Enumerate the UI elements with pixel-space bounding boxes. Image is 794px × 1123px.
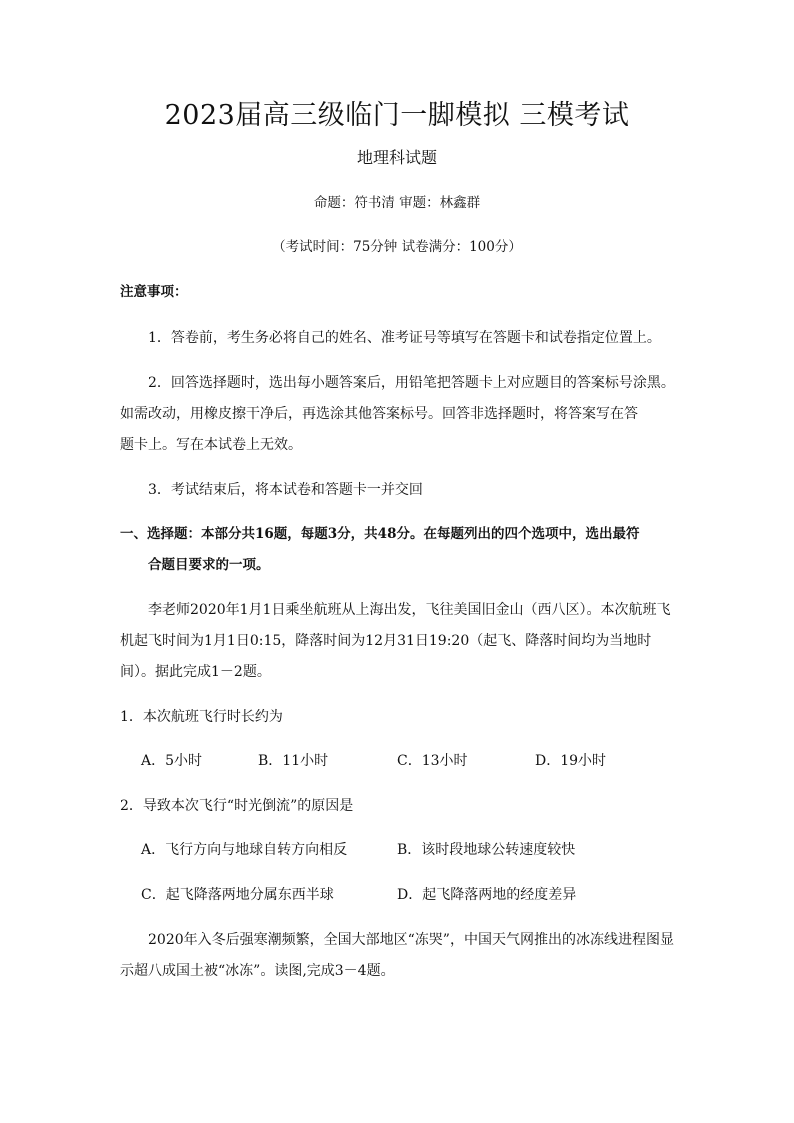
passage-1-line-1: 李老师2020年1月1日乘坐航班从上海出发，飞往美国旧金山（西八区）。本次航班飞 — [148, 602, 671, 618]
notice-item-2-line-3: 题卡上。写在本试卷上无效。 — [120, 437, 302, 453]
passage-1-line-3: 间）。据此完成1－2题。 — [120, 664, 271, 680]
notice-item-2-line-2: 如需改动，用橡皮擦干净后，再选涂其他答案标号。回答非选择题时，将答案写在答 — [120, 406, 638, 422]
authors-line: 命题：符书清 审题：林鑫群 — [313, 195, 481, 211]
question-2-stem: 2．导致本次飞行“时光倒流”的原因是 — [120, 798, 354, 814]
exam-title: 2023届高三级临门一脚模拟 三模考试 — [164, 100, 630, 131]
notice-item-3: 3．考试结束后，将本试卷和答题卡一并交回 — [148, 482, 423, 498]
passage-2-line-2: 示超八成国土被“冰冻”。读图,完成3－4题。 — [120, 963, 395, 979]
question-1-stem: 1．本次航班飞行时长约为 — [120, 709, 283, 725]
notice-item-2-line-1: 2．回答选择题时，选出每小题答案后，用铅笔把答题卡上对应题目的答案标号涂黑。 — [148, 375, 675, 391]
passage-1-line-2: 机起飞时间为1月1日0:15，降落时间为12月31日19:20（起飞、降落时间均为当地时 — [120, 633, 652, 649]
question-1-option-d: D．19小时 — [535, 753, 607, 769]
question-1-option-a: A．5小时 — [141, 753, 203, 769]
passage-2-line-1: 2020年入冬后强寒潮频繁，全国大部地区“冻哭”，中国天气网推出的冰冻线进程图显 — [148, 932, 674, 948]
notice-heading: 注意事项： — [120, 284, 188, 300]
question-2-option-d: D．起飞降落两地的经度差异 — [397, 887, 577, 903]
question-1-option-c: C．13小时 — [397, 753, 468, 769]
question-2-option-b: B．该时段地球公转速度较快 — [397, 842, 576, 858]
question-1-option-b: B．11小时 — [258, 753, 329, 769]
question-2-option-c: C．起飞降落两地分属东西半球 — [141, 887, 334, 903]
exam-info: （考试时间：75分钟 试卷满分：100分） — [272, 239, 522, 255]
notice-item-1: 1．答卷前，考生务必将自己的姓名、准考证号等填写在答题卡和试卷指定位置上。 — [148, 330, 661, 346]
section-1-heading-line-2: 合题目要求的一项。 — [148, 557, 270, 573]
subject-title: 地理科试题 — [356, 148, 437, 167]
question-2-option-a: A．飞行方向与地球自转方向相反 — [141, 842, 348, 858]
section-1-heading-line-1: 一、选择题：本部分共16题，每题3分，共48分。在每题列出的四个选项中，选出最符 — [120, 526, 640, 542]
